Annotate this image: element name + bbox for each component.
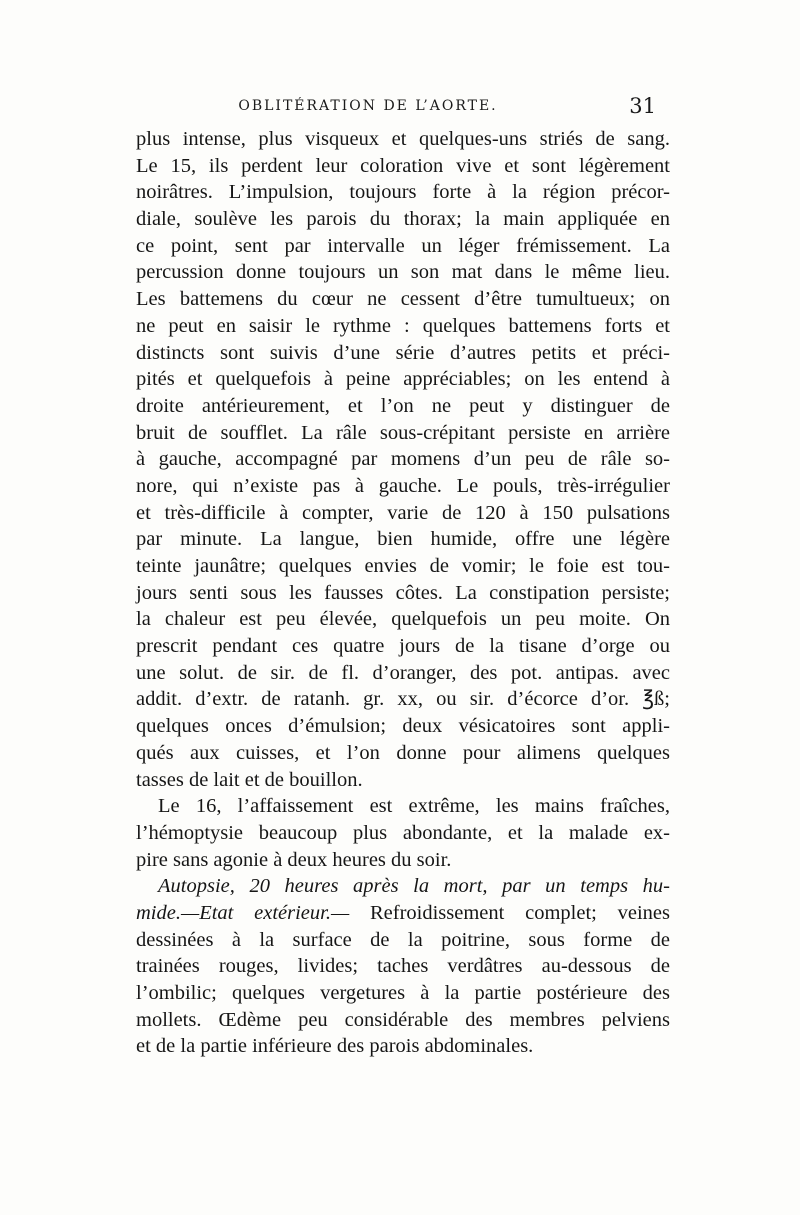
text-line: et très-difficile à compter, varie de 120 à 150 pulsations	[136, 501, 670, 524]
text-line: bruit de soufflet. La râle sous-crépitant persiste en arrière	[136, 421, 670, 444]
text-line: Le 15, ils perdent leur coloration vive et sont légèrement	[136, 154, 670, 177]
italic-fragment: mide.—Etat extérieur.—	[136, 901, 370, 924]
text-line: diale, soulève les parois du thorax; la main appliquée en	[136, 208, 670, 231]
running-title: OBLITÉRATION DE L’AORTE.	[238, 98, 498, 114]
text-line: noirâtres. L’impulsion, toujours forte à la région précor-	[136, 181, 670, 204]
text-line: ce point, sent par intervalle un léger frémissement. La	[136, 234, 670, 257]
text-line: distincts sont suivis d’une série d’autres petits et préci-	[136, 341, 670, 364]
text-line: percussion donne toujours un son mat dans le même lieu.	[136, 261, 670, 284]
text-line: prescrit pendant ces quatre jours de la tisane d’orge ou	[136, 635, 670, 658]
text-line: trainées rouges, livides; taches verdâtres au-dessous de	[136, 955, 670, 978]
text-line: jours senti sous les fausses côtes. La constipation persiste;	[136, 581, 670, 604]
text-line: l’hémoptysie beaucoup plus abondante, et la malade ex-	[136, 821, 670, 844]
text-line: dessinées à la surface de la poitrine, sous forme de	[136, 928, 670, 951]
text-line: quelques onces d’émulsion; deux vésicatoires sont appli-	[136, 715, 670, 738]
text-line: une solut. de sir. de fl. d’oranger, des pot. antipas. avec	[136, 661, 670, 684]
text-line: qués aux cuisses, et l’on donne pour alimens quelques	[136, 741, 670, 764]
text-line: pire sans agonie à deux heures du soir.	[136, 848, 452, 871]
text-line: nore, qui n’existe pas à gauche. Le pouls, très-irrégulier	[136, 474, 670, 497]
text-line: plus intense, plus visqueux et quelques-uns striés de sang.	[136, 128, 670, 150]
text-line: la chaleur est peu élevée, quelquefois un peu moite. On	[136, 608, 670, 631]
roman-fragment: Refroidissement complet; veines	[369, 901, 670, 924]
text-line: à gauche, accompagné par momens d’un peu de râle so-	[136, 448, 670, 471]
text-line: tasses de lait et de bouillon.	[136, 768, 363, 791]
text-line: et de la partie inférieure des parois abdominales.	[136, 1035, 534, 1058]
page-header	[138, 94, 658, 126]
text-line: teinte jaunâtre; quelques envies de vomir; le foie est tou-	[136, 555, 670, 577]
text-line: pités et quelquefois à peine appréciables; on les entend à	[136, 368, 670, 391]
text-line: addit. d’extr. de ratanh. gr. xx, ou sir. d’écorce d’or. ℥ß;	[136, 688, 670, 711]
text-line	[136, 900, 670, 927]
text-line: mollets. Œdème peu considérable des membres pelviens	[136, 1008, 670, 1031]
page-number: 31	[629, 94, 656, 118]
text-line: Le 16, l’affaissement est extrême, les mains fraîches,	[158, 795, 670, 818]
text-line: Autopsie, 20 heures après la mort, par un temps hu-	[158, 875, 670, 898]
text-line: par minute. La langue, bien humide, offre une légère	[136, 528, 670, 551]
text-line: Les battemens du cœur ne cessent d’être tumultueux; on	[136, 288, 670, 311]
text-line: ne peut en saisir le rythme : quelques battemens forts et	[136, 314, 670, 337]
text-line: l’ombilic; quelques vergetures à la partie postérieure des	[136, 982, 670, 1004]
text-line: droite antérieurement, et l’on ne peut y distinguer de	[136, 394, 670, 417]
body-text	[136, 126, 670, 1060]
